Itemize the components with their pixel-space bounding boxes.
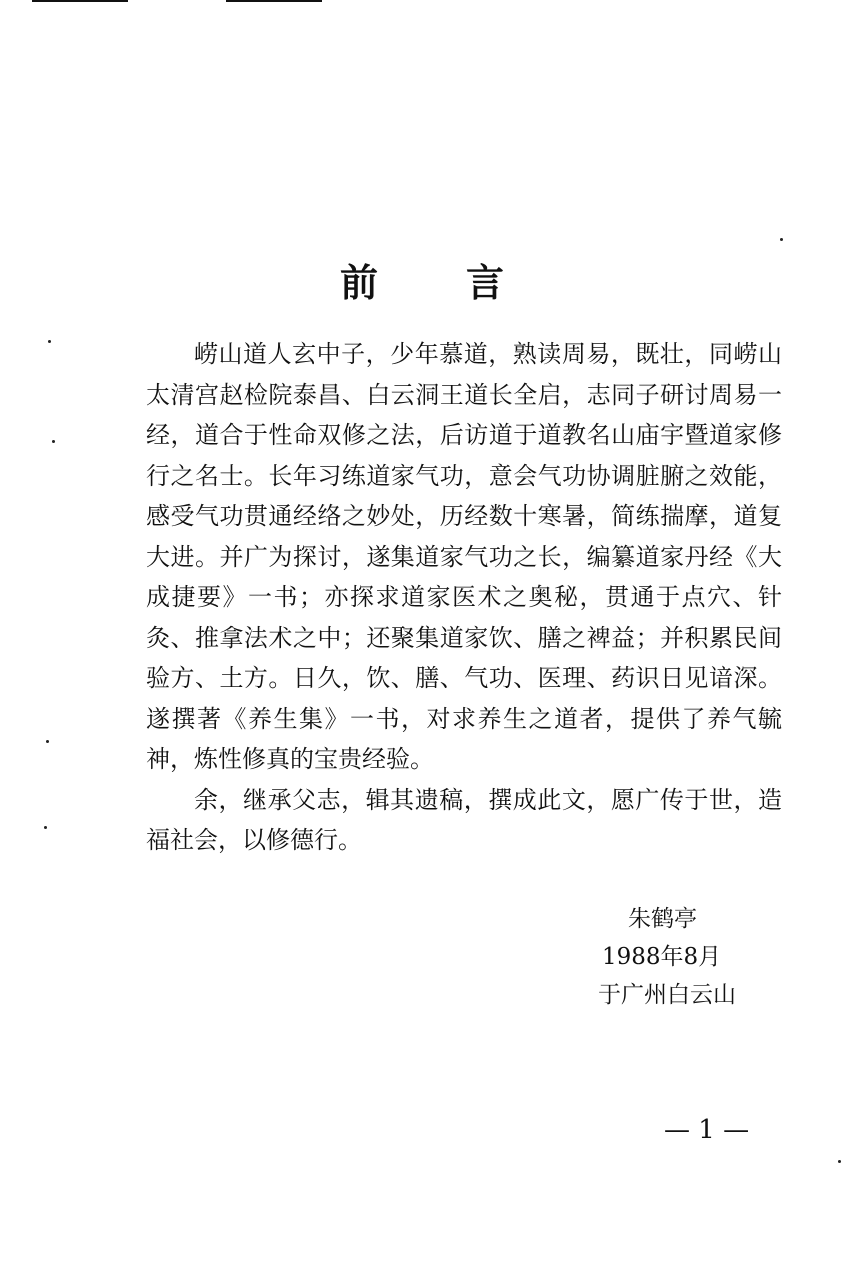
scan-speck <box>46 740 49 743</box>
scan-speck <box>44 826 47 829</box>
author-name: 朱鹤亭 <box>628 906 697 932</box>
page-number: — 1 — <box>664 1115 750 1145</box>
scan-speck <box>52 440 55 443</box>
top-rule-left <box>32 0 128 2</box>
preface-paragraph-1: 崂山道人玄中子，少年慕道，熟读周易，既壮，同崂山太清宫赵检院泰昌、白云洞王道长全启，志同子研讨周易一经，道合于性命双修之法，后访道于道教名山庙宇暨道家修行之名士。长年习练道家气功，意会气功协调脏腑之效能，感受气功贯通经络之妙处，历经数十寒暑，简练揣摩，道复大进。并广为探讨，遂集道家气功之长，编纂道家丹经《大成捷要》一书；亦探求道家医术之奥秘，贯通于点穴、针灸、推拿法术之中；还聚集道家饮、膳之裨益；并积累民间验方、土方。日久，饮、膳、气功、医理、药识日见谙深。遂撰著《养生集》一书，对求养生之道者，提供了养气毓神，炼性修真的宝贵经验。 <box>146 340 782 773</box>
signature-place: 于广州白云山 <box>598 982 736 1008</box>
page-title <box>0 252 844 307</box>
title-char-2: 言 <box>466 260 505 305</box>
preface-paragraph-2: 余，继承父志，辑其遗稿，撰成此文，愿广传于世，造福社会，以修德行。 <box>146 785 782 854</box>
scan-speck <box>780 238 783 241</box>
top-rule-right <box>226 0 322 2</box>
preface-body <box>146 334 782 861</box>
scan-speck <box>838 1160 841 1163</box>
title-char-1: 前 <box>339 260 378 305</box>
signature-date: 1988年8月 <box>602 944 722 970</box>
scan-speck <box>48 340 51 343</box>
